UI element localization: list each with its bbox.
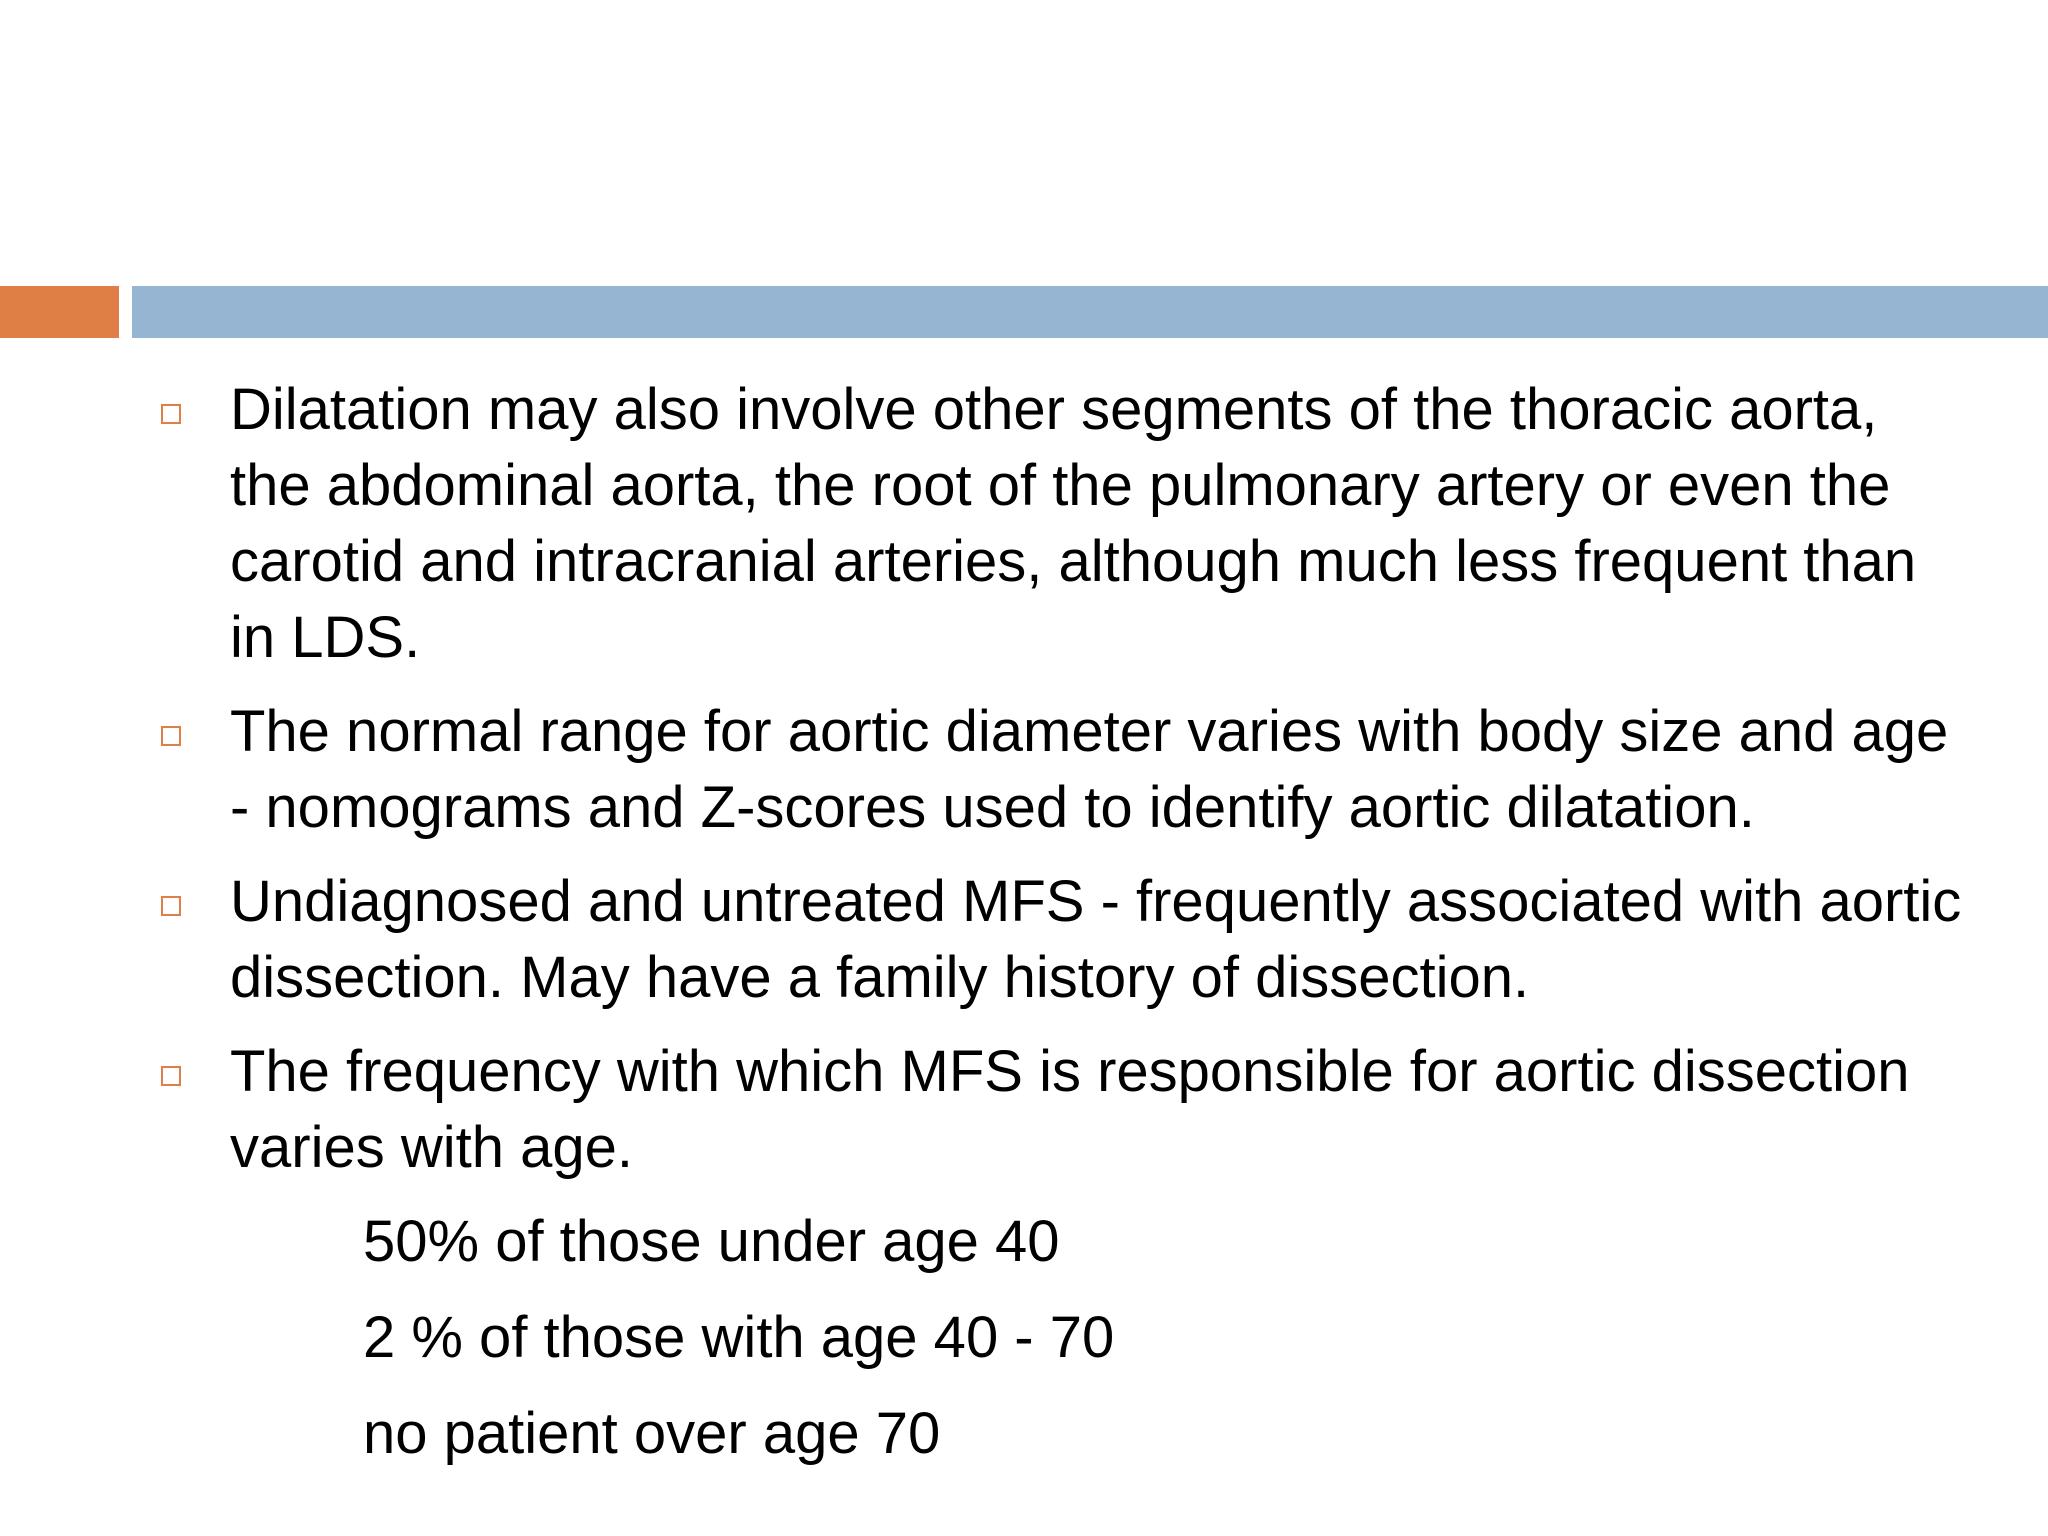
header-accent-bar-blue (132, 286, 2048, 338)
bullet-item (0, 1034, 1970, 1186)
age-breakdown-line: 50% of those under age 40 (363, 1209, 1060, 1274)
square-bullet-icon (161, 1066, 181, 1086)
bullet-text: Dilatation may also involve other segments of the thoracic aorta, the abdominal aorta, the root of the pulmonary artery or even the carotid and intracranial arteries, although much less frequent than in LDS. (230, 377, 1917, 670)
age-breakdown-line: no patient over age 70 (363, 1401, 941, 1466)
bullet-item (0, 372, 1970, 676)
bullet-text: The frequency with which MFS is responsible for aortic dissection varies with age. (230, 1039, 1910, 1180)
square-bullet-icon (161, 404, 181, 424)
bullet-text: The normal range for aortic diameter varies with body size and age - nomograms and Z-scores used to identify aortic dilatation. (230, 699, 1949, 840)
bullet-text: Undiagnosed and untreated MFS - frequently associated with aortic dissection. May have a family history of dissection. (230, 869, 1962, 1010)
age-breakdown-list (0, 1204, 2048, 1472)
bullet-item (0, 864, 1970, 1016)
square-bullet-icon (161, 726, 181, 746)
bullet-item (0, 694, 1970, 846)
age-breakdown-line: 2 % of those with age 40 - 70 (363, 1305, 1115, 1370)
square-bullet-icon (161, 896, 181, 916)
slide-content (0, 372, 2048, 1492)
header-accent-bar-orange (0, 286, 119, 338)
